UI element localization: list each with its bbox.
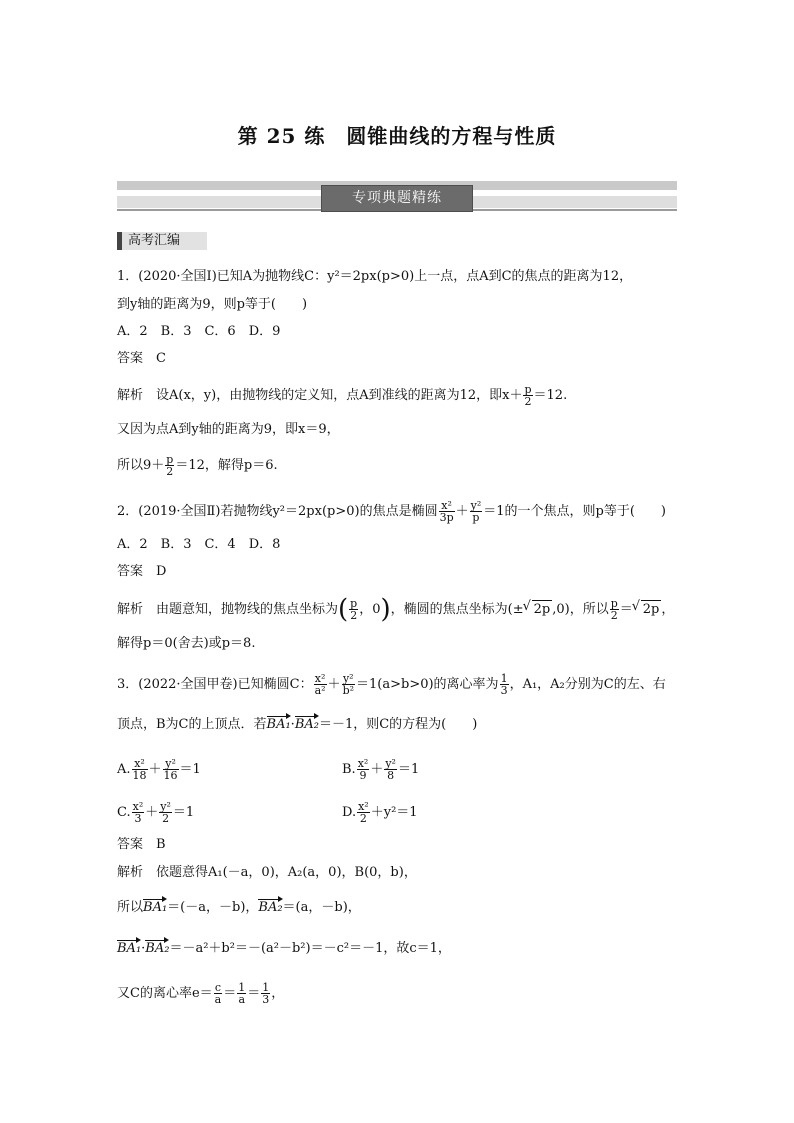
p3-solution-3 <box>117 940 451 958</box>
fraction: $\frac{\text{y²}}{p}$ <box>470 499 482 524</box>
page-title: 第 25 练 圆锥曲线的方程与性质 <box>237 124 557 148</box>
vector-ba2: BA₂ <box>145 941 170 956</box>
sqrt: √ 2p <box>641 600 662 619</box>
p1-sol1-text: 解析 设A(x，y)，由抛物线的定义知，点A到准线的距离为12，即x＋ <box>117 388 523 403</box>
fraction: $\frac{\text{y²}}{\text{b²}}$ <box>342 672 355 697</box>
fraction: $\frac{\text{x²}}{3}$ <box>132 800 144 825</box>
p3-sol3-text: ＝－a²＋b²＝－(a²－b²)＝－c²＝－1，故c＝1， <box>169 941 451 956</box>
p3-sol2-b: ＝(－a，－b)， <box>167 900 259 915</box>
fraction: $\frac{p}{2}$ <box>610 597 618 622</box>
p2-sol1-e: ， <box>661 602 675 617</box>
option-tail: ＝1 <box>179 762 201 777</box>
dot-operator: · <box>290 717 295 732</box>
fraction: $\frac{p}{2}$ <box>350 597 358 622</box>
equals: ＝ <box>247 986 261 1001</box>
fraction: $\frac{1}{a}$ <box>238 981 246 1006</box>
p3-sol2-c: ＝(a，－b)， <box>282 900 361 915</box>
p1-solution-3 <box>117 454 278 477</box>
p3-solution-1: 解析 依题意得A₁(－a，0)，A₂(a，0)，B(0，b)， <box>117 865 417 880</box>
option-tail: ＋y²＝1 <box>370 805 418 820</box>
vector-ba2: BA₂ <box>258 900 283 915</box>
p1-sol3-text: 所以9＋ <box>117 458 165 473</box>
p2-sol1-c: ,0)，所以 <box>552 602 609 617</box>
plus-sign: ＋ <box>370 762 384 777</box>
p1-options: A．2 B．3 C．6 D．9 <box>117 324 281 339</box>
option-letter: B. <box>342 762 356 777</box>
fraction: $\frac{1}{3}$ <box>500 672 508 697</box>
option-letter: A. <box>117 762 131 777</box>
p2-solution-2: 解得p＝0(舍去)或p＝8. <box>117 636 256 651</box>
fraction: $\frac{\text{x²}}{18}$ <box>132 757 147 782</box>
p1-solution-2: 又因为点A到y轴的距离为9，即x＝9， <box>117 422 340 437</box>
option-tail: ＝1 <box>397 762 420 777</box>
option-letter: C. <box>117 805 131 820</box>
p3-line2-text: 顶点，B为C的上顶点．若 <box>117 717 267 732</box>
p2-line1 <box>117 500 666 523</box>
plus-sign: ＋ <box>148 762 162 777</box>
option-tail: ＝1 <box>172 805 195 820</box>
p3-sol2-text: 所以 <box>117 900 144 915</box>
vector-ba1: BA₁ <box>266 717 291 732</box>
p3-line1-text: 3．(2022·全国甲卷)已知椭圆C： <box>117 677 313 692</box>
fraction: $\frac{c}{a}$ <box>214 981 222 1006</box>
p1-line2: 到y轴的距离为9，则p等于( ) <box>117 297 308 312</box>
section-heading: 高考汇编 <box>117 232 207 250</box>
fraction: $\frac{\text{y²}}{16}$ <box>163 757 178 782</box>
plus-sign: ＋ <box>145 805 159 820</box>
coord-tail: ，0 <box>359 602 381 617</box>
p1-sol3-tail: ＝12，解得p＝6. <box>175 458 278 473</box>
fraction: $\frac{\text{x²}}{\text{a²}}$ <box>314 672 326 697</box>
section-band <box>117 181 677 211</box>
fraction: $\frac{1}{3}$ <box>262 981 270 1006</box>
p3-option-a <box>117 758 201 781</box>
p2-sol1-b: ，椭圆的焦点坐标为(± <box>390 602 524 617</box>
p3-line1-c: ，A₁，A₂分别为C的左、右 <box>509 677 666 692</box>
p2-sol1-text: 解析 由题意知，抛物线的焦点坐标为 <box>117 602 339 617</box>
p2-line1-tail: ＝1的一个焦点，则p等于( ) <box>483 504 667 519</box>
vector-ba1: BA₁ <box>143 900 168 915</box>
fraction: $\frac{p}{2}$ <box>524 383 532 408</box>
p2-options: A．2 B．3 C．4 D．8 <box>117 537 281 552</box>
fraction: $\frac{p}{2}$ <box>166 453 174 478</box>
p3-option-b <box>342 758 419 781</box>
p3-option-d <box>342 801 418 824</box>
dot-operator: · <box>141 941 146 956</box>
p1-answer: 答案 C <box>117 351 166 366</box>
fraction: $\frac{\text{y²}}{2}$ <box>160 800 171 825</box>
p2-answer: 答案 D <box>117 564 167 579</box>
fraction: $\frac{\text{x²}}{9}$ <box>357 757 369 782</box>
p3-line2-tail: ＝－1，则C的方程为( ) <box>318 717 478 732</box>
p3-answer: 答案 B <box>117 837 166 852</box>
sqrt: √ 2p <box>532 600 553 619</box>
p2-line1-text: 2．(2019·全国Ⅱ)若抛物线y²＝2px(p>0)的焦点是椭圆 <box>117 504 438 519</box>
equals: ＝ <box>223 986 237 1001</box>
option-letter: D. <box>342 805 357 820</box>
p1-line1: 1．(2020·全国Ⅰ)已知A为抛物线C：y²＝2px(p>0)上一点，点A到C的焦点的距离为12， <box>117 269 633 284</box>
p3-sol4-text: 又C的离心率e＝ <box>117 986 213 1001</box>
p3-line1-b: ＝1(a>b>0)的离心率为 <box>356 677 499 692</box>
band-label: 专项典题精练 <box>321 185 473 212</box>
p3-option-c <box>117 801 194 824</box>
vector-ba1: BA₁ <box>117 941 142 956</box>
p3-sol4-tail: ， <box>271 986 285 1001</box>
right-paren: ) <box>380 594 391 625</box>
left-paren: ( <box>338 594 349 625</box>
fraction: $\frac{\text{y²}}{8}$ <box>385 757 396 782</box>
p3-solution-4 <box>117 982 284 1005</box>
plus-sign: ＋ <box>455 504 469 519</box>
p1-sol1-tail: ＝12. <box>533 388 568 403</box>
plus-sign: ＋ <box>327 677 341 692</box>
p3-line1 <box>117 673 666 696</box>
p3-line2 <box>117 716 477 734</box>
fraction: $\frac{\text{x²}}{3p}$ <box>439 499 454 524</box>
p1-solution-1 <box>117 384 567 407</box>
p2-solution-1 <box>117 594 675 625</box>
vector-ba2: BA₂ <box>294 717 319 732</box>
p3-solution-2 <box>117 899 361 917</box>
fraction: $\frac{\text{x²}}{2}$ <box>358 800 369 825</box>
equals: ＝ <box>619 602 633 617</box>
